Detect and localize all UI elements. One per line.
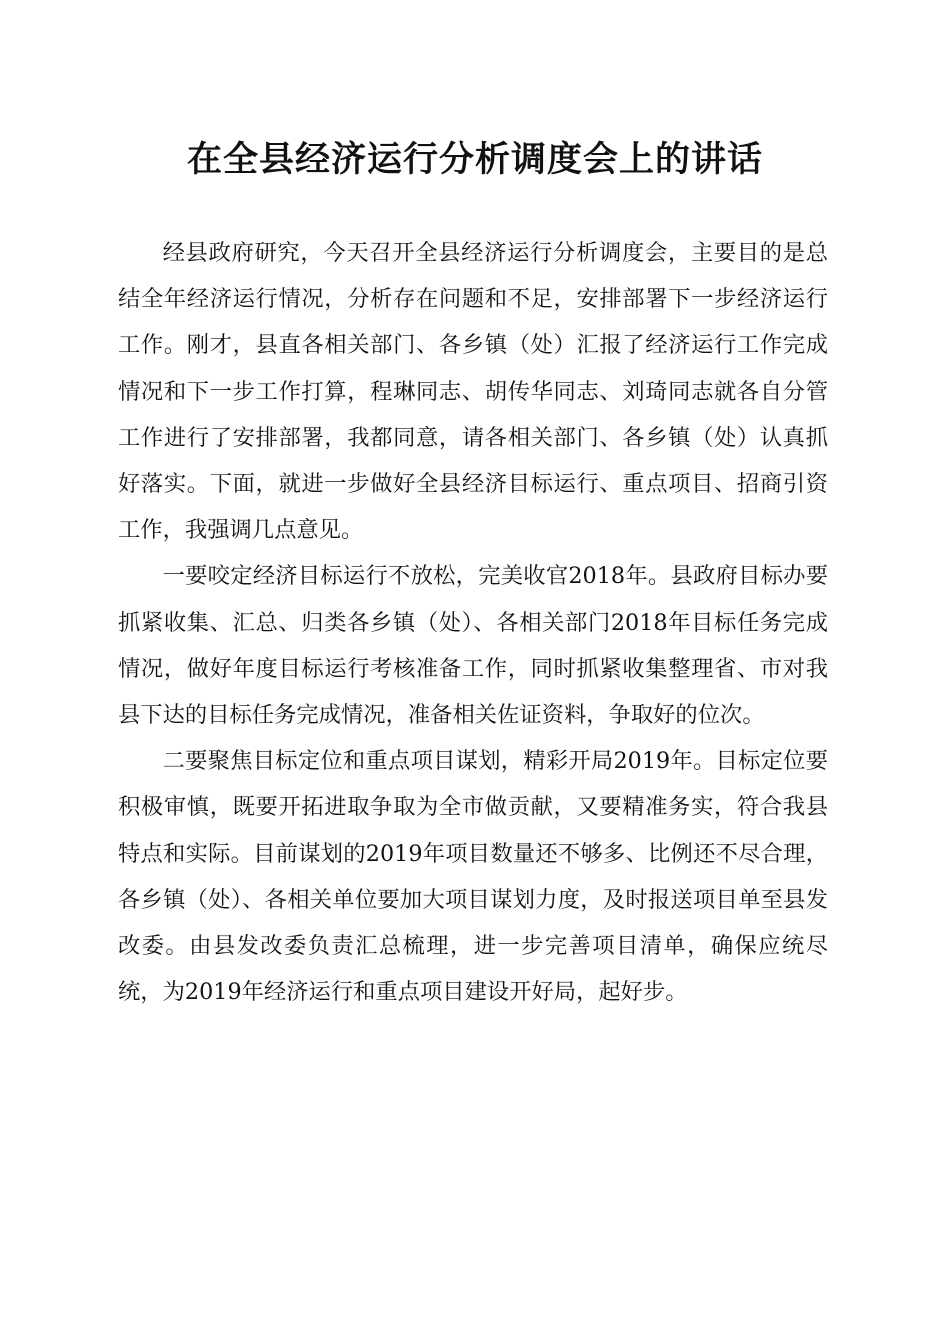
body-paragraph-1: 经县政府研究，今天召开全县经济运行分析调度会，主要目的是总结全年经济运行情况，分析存在问题和不足，安排部署下一步经济运行工作。刚才，县直各相关部门、各乡镇（处）汇报了经济运行工作完成情况和下一步工作打算，程琳同志、胡传华同志、刘琦同志就各自分管工作进行了安排部署，我都同意，请各相关部门、各乡镇（处）认真抓好落实。下面，就进一步做好全县经济目标运行、重点项目、招商引资工作，我强调几点意见。 (118, 240, 828, 544)
body-paragraph-3: 二要聚焦目标定位和重点项目谋划，精彩开局2019年。目标定位要积极审慎，既要开拓进取争取为全市做贡献，又要精准务实，符合我县特点和实际。目前谋划的2019年项目数量还不够多、比例还不尽合理，各乡镇（处）、各相关单位要加大项目谋划力度，及时报送项目单至县发改委。由县发改委负责汇总梳理，进一步完善项目清单，确保应统尽统，为2019年经济运行和重点项目建设开好局，起好步。 (118, 748, 828, 1006)
document-title: 在全县经济运行分析调度会上的讲话 (186, 139, 763, 180)
document-body (118, 230, 828, 1015)
body-paragraph-2: 一要咬定经济目标运行不放松，完美收官2018年。县政府目标办要抓紧收集、汇总、归类各乡镇（处）、各相关部门2018年目标任务完成情况，做好年度目标运行考核准备工作，同时抓紧收集整理省、市对我县下达的目标任务完成情况，准备相关佐证资料，争取好的位次。 (118, 563, 828, 729)
